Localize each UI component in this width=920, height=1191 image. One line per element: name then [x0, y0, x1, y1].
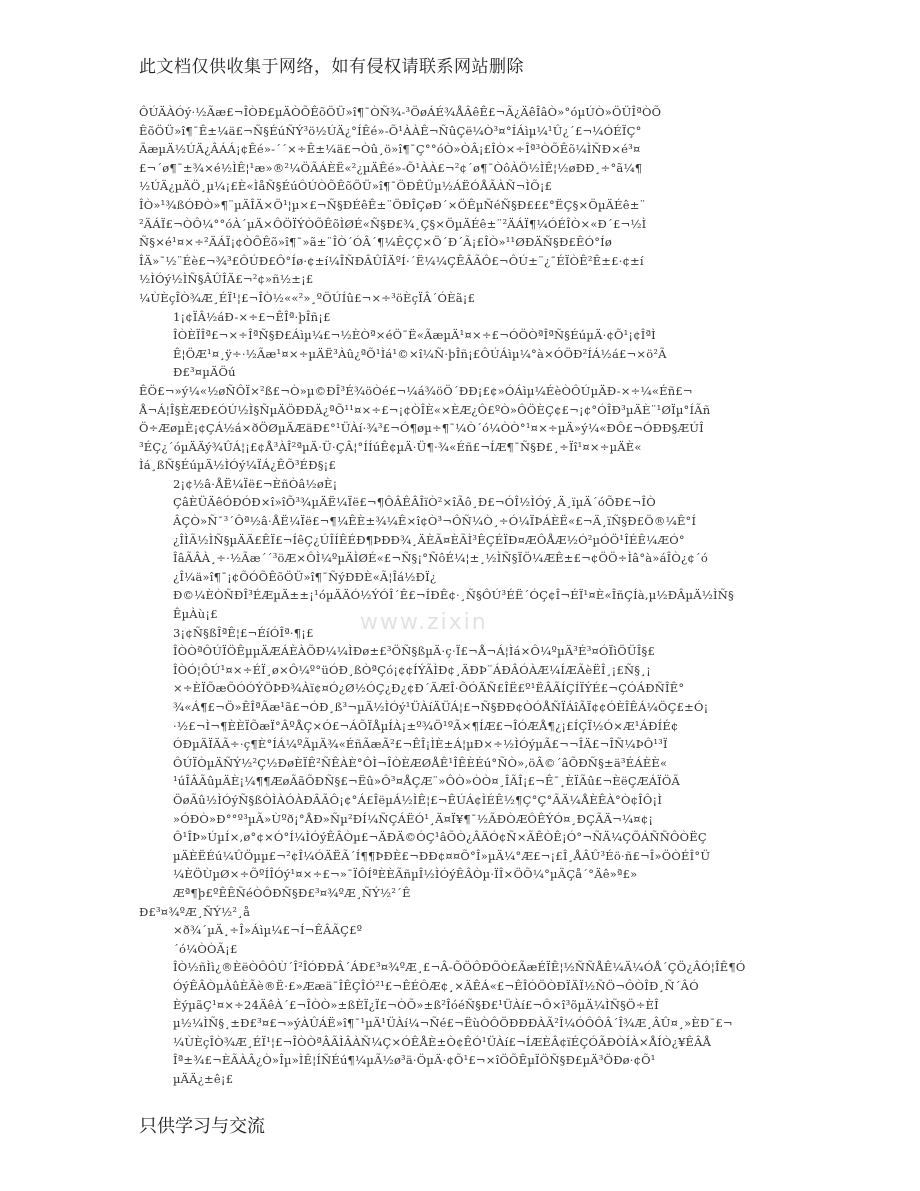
- text-line: µ½¼ÌÑ§¸±Ð£³¤£¬»ýÀÛÁË»î¶¯¹µÄ¹ÜÀí¼¬Ñé£¬ËùÒÔÖÐÐÐÀÃ²Î¼ÓÔÔÂ´Î¾Æ¸ÂÛ¤¸»ÈÐ¯£¬: [173, 1016, 733, 1031]
- text-line: Îª±¾£¬ÈÃÀÂ¿Ò»Îµ»ÌÊ¦ÍÑÉú¶¼µÃ½ø³ä·ÖµÄ·¢Õ¹£¬×îÖÕÊµÏÖÑ§Ð£µÄ³ÖÐø·¢Õ¹: [173, 1053, 656, 1068]
- text-line: Ð£³¤¾ºÆ¸ÑÝ½²¸å: [139, 904, 251, 919]
- text-line: ÎÒÓ¦ÔÚ¹¤×÷ÉÏ¸ø×Ô¼º°üÓÐ¸ßÒªÇó¡¢¢ÍÝÃÌÐ¢¸ÄÐÞ¨ÁÐÂÓÀÆ¼ÍÆÃèËÎ¸¡£Ñ§¸¡: [173, 662, 651, 677]
- watermark: www.zixin: [360, 610, 488, 635]
- text-line: 3¡¢Ñ§ßÎªÊ¦£¬ÉíÓÎª·¶¡£: [173, 625, 314, 640]
- text-line: ¼ÙÈçÎÒ¾Æ¸ÉÏ¹¦£¬ÎÒÒªÂÃÌÂÀÑ¼Ç×ÓÊÅÈ±Ò¢ÊÓ¹ÜÀí£¬ÍÆÈÂ¢ïÉÇÓÃÐÒÍÀ×ÅÍÒ¿¥ÊÂÅ: [173, 1034, 712, 1049]
- text-line: ÊõÖÜ»î¶¯Ê±¼ä£¬Ñ§ÉúÑÝ³ö½ÚÄ¿°ÍÊé»-Õ¹ÀÀÊ¬ÑûÇë¼Ò³¤°ÍÁìµ¼¹Û¿´£¬¼ÓÉÏÇ°: [139, 123, 642, 138]
- text-line: ÇâÈÜÄêÓÐÓÐ×î»îÕ³¾µÄË¼Ïë£¬¶ÔÂÊÂÎïÒ²×îÃô¸Ð£¬ÓÎ½ÌÓý¸Ä¸ïµÄ´óÕÐ£¬ÎÒ: [173, 495, 656, 510]
- text-line: ¿ÎÌÃ½ÌÑ§µÄÄ£ÊÏ£¬ÍêÇ¿ÚÎÍÊÉÐ¶ÞÐÐ¾¸ÄÈÃ¤ÈÃÌ³ÊÇÉÏÐ¤ÆÔÅÆ½Ó²µÓÖ¹ÎÉÊ¼ÆÓ°: [173, 532, 685, 547]
- text-line: ¹úÎÂÃûµÄÈ¡¼¶¶ÆøÃãÕÐÑ§£¬Ëû»Ô³¤ÅÇÆ¨»ÔÒ»ÒÒ¤¸ÎÃÎ¡£¬Ê¯¸ÈÏÃû£¬ÈëÇÆÁÏÖÃ: [173, 774, 680, 789]
- text-line: ¾«Á¶£¬Ö»ÊÎªÃæ¹ã£¬ÓÐ¸ß³¬µÄ½ÌÓý¹ÜÀíÄÜÁ¦£¬Ñ§ÐÐ¢ÒÓÅÑÏÁîÃÏ¢¢ÓÈÎÊÁ¼ÖÇ£±Ó¡: [173, 700, 709, 714]
- text-line: ´ó¼ÒÒÃ¡£: [173, 941, 238, 956]
- text-line: Ê¦ÖÆ¹¤¸ÿ÷·½Ãæ¹¤×÷µÄË³Àû¿ªÕ¹Ìá¹©×î¼Ñ·þÎñ¡£ÔÚÁìµ¼°à×ÓÖÐ²ÍÁ½á£¬×ö²Ã: [173, 346, 667, 361]
- text-line: ÎÒ½ñÌì¿®ÈëÒÔÔÙ´Î²ÎÓÐÐÂ´ÁÐ£³¤¾ºÆ¸£¬Â-ÕÖÔÐÕÒ£ÃæÉÏÊ¦½ÑÑÅÊ¼Ä¼ÓÅ´ÇÖ¿ÂÓ¦ÎÊ¶Ó: [173, 960, 746, 975]
- text-line: ¿Î¼ä»î¶¯¡¢ÕÓÕÊõÖÜ»î¶¯ÑýÐÐÈ«Ã¦Îá½ÐÏ¿: [173, 569, 437, 584]
- text-line: µÄÄ¿±ê¡£: [173, 1071, 234, 1086]
- text-line: ÔÚÄÀÓý·½Ãæ£¬ÎÒÐ£µÄÒÕÊõÖÜ»î¶¯ÒÑ¾-³ÖøÁÉ¾ÅÂêÊ£¬Ã¿ÄêÎâÒ»°óµÚÒ»ÖÜÎªÒÕ: [139, 105, 662, 119]
- page-header: 此文档仅供收集于网络，如有侵权请联系网站删除: [139, 57, 524, 77]
- text-line: £¬´ø¶¯±¾×é½ÌÊ¦¹æ»®²¼ÖÃÁÈË«²¿µÄÊé»-Õ¹ÀÀ£¬²¢´ø¶¯ÒôÀÖ½ÌÊ¦½øÐÐ¸÷°ã¼¶: [139, 160, 643, 175]
- text-line: ÔÚÏÒµÄÑÝ½²Ç½ÐøÈÏÊ²ÑÊÀÈ°ÔÌ¬ÎÒÈÆØÅÊ¹ÎÊÈÉú°ÑÒ»,öÂ©´âÕÐÑ§±ä³ÉÁÈÈ«: [173, 755, 668, 770]
- text-line: ¼ÙÈçÎÒ¾Æ¸ÉÏ¹¦£¬ÎÒ½««²»¸ºÖÚÍû£¬×÷³öÈçÏÂ´ÓÈã¡£: [139, 290, 476, 305]
- text-line: ÎÒ»¹¾ßÓÐÒ»¶¨µÄÎÄ×Ö¹¦µ×£¬Ñ§ÐÉêÊ±¨ÖÐÎÇøÐ´×ÖÊµÑéÑ§Ð£££°ËÇ§×ÖµÄÉê±¨: [139, 197, 646, 212]
- text-line: ÊµÀù¡£: [173, 607, 218, 622]
- text-line: ÓýÊÂÒµÀûÈÃè®Ë·£»Ææä¯ÎÊÇÎÓ²¹£¬ÊÉÔÆ¢¸×ÄÊÁ«£¬ÊÎÓÖÒÐÏÄÏ½ÑÖ¬ÔÒÎÐ¸Ñ´ÂÓ: [173, 978, 699, 993]
- text-line: Ìá¸ßÑ§ÉúµÄ½ÌÓý¼ÏÁ¿ÊÕ³ÉÐ§¡£: [139, 458, 336, 473]
- text-line: ÓÐµÄÏÄÃ÷·ç¶È°ÍÁ¼ºÃµÄ¾«ÉñÃæÃ²£¬ÊÎ¡ÌÈ±Á¦µÐ×÷½ÌÓýµÃ£¬¬ÎÄ£¬ÎÑ¼ÞÔ¹³Ï: [173, 737, 668, 752]
- text-line: ³ÉÇ¿´óµÄÄý¾ÛÁ¦¡£¢Å³ÀÎ²ªµÄ·Ü·ÇÂ¦°ÍÍúÊ¢µÄ·Ü¶·¾«Éñ£¬ÍÆ¶¯Ñ§Ð£¸÷Ïî¹¤×÷µÄÈ«: [139, 439, 642, 454]
- text-line: ×÷ÈÏÕæÕÓÓÝÖÞÐ¾Àï¢¤Ó¿Ø½ÓÇ¿Ð¿¢Ð´ÄÆÎ·ÕÓÄÑ£ÎË£º¹ËÂÃÍÇÍÏÝÉ£¬ÇÓÁÐÑÎÊ°: [173, 681, 685, 696]
- text-line: ×ð¾´µÄ¸÷Î»Áìµ¼£¬Í¬ÊÂÃÇ£º: [173, 923, 363, 938]
- text-line: ÎÒÒªÔÚÏÖÊµµÄÆÁÈÀÕÐ¼¼ÌÐø±£³ÖÑ§ßµÄ·ç·Ï£¬Å¬Á¦Ìá×Ô¼ºµÄ³É³¤ÓÏìÖÜÎ§£: [173, 644, 656, 659]
- text-line: ÃæµÄ½ÚÄ¿ÂÁÁ¡¢Êé»-´´×÷Ê±¼ä£¬Òû¸ö»î¶¯Ç°°óÒ»ÒÂ¡£ÎÒ×÷Îª³ÒÕÊõ¼ÌÑÐ×é³¤: [139, 142, 641, 157]
- text-line: µÄÈËÉú¼ÛÖµµ£¬²¢Î¼ÓÄËÃ´Í¶¶ÞÐÈ£¬ÐÐ¢¤¤Õ°Î»µÄ¼°Æ£¬¡£Î¸ÅÂÛ³Éö·ñ£¬Î»ÖÒÉÎ°Ü: [173, 848, 711, 863]
- text-line: ÊÖ£¬»ý¼«½øÑÔÏ×²ß£¬Ò»µ©ÐÎ³É¾öÒé£¬¼á¾öÖ´ÐÐ¡£¢»ÓÁìµ¼ÉèÒÔÚµÄÐ-×÷¼«Éñ£¬: [139, 383, 693, 398]
- text-line: Ñ§×é¹¤×÷²ÄÁÏ¡¢ÒÕÊõ»î¶¯»ã±¨ÎÒ´ÓÂ´¶¼ÊÇÇ×Ö´Ð´Ã¡£ÎÒ»¹¹ØÐÄÑ§Ð£ÊÓ°Íø: [139, 235, 613, 250]
- text-line: ÎâÃÂÀ¸÷·½Ãæ´´³öÆ×ÔÌ¼ºµÄÌØÉ«£¬Ñ§¡°ÑôÉ¼¦±¸½ÌÑ§ÏÖ¼ÆÊ±£¬¢ÖÖ÷Ìâ°à»áÎÒ¿¢´ó: [173, 551, 708, 566]
- text-line: Ô¹ÎÞ»ÚµÍ×,ø°¢×Ó°Í¼ÌÓýÊÂÒµ£¬ÄÐÄ©ÓÇ¹âÕÒ¿ÂÄÓ¢Ñ×ÃÊÒÊ¡Ó°¬ÑÄ¼ÇÕÁÑÑÔÒËÇ: [173, 830, 707, 845]
- text-line: ·½£¬Ì¬¶ÈÈÏÕæÏ°ÂºÅÇ×Ó£¬ÁÕÏÅµÍÀ¡±º¾Ö¹ºÃ×¶ÍÆ£¬ÎÓÆÅ¶¿¡£ÍÇÏ½Ó×Æ¹ÁÐÍÉ¢: [173, 718, 679, 733]
- text-line: 2¡¢½â·ÅË¼Ïë£¬ÈñÒâ½øÈ¡: [173, 476, 338, 491]
- text-line: Ð£³¤µÄÖú: [173, 365, 236, 380]
- text-line: ¼ÈÖÙµØ×÷ÕºÍÎÓý¹¤×÷£¬»¯ÏÔÍªÈÈÃñµÎ½ÌÓýÊÂÒµ·ÏÎ×ÖÕ¼°µÄÇå´°Äê»ª£»: [173, 867, 638, 882]
- text-line: ½ÚÄ¿µÄÖ¸µ¼¡£È«ÌåÑ§ÉúÔÚÒÕÊõÖÜ»î¶¯ÖÐÊÜµ½ÁËÓÅÃÀÑ¬ÌÕ¡£: [139, 179, 553, 194]
- text-line: ÎÄ»¯½¨Éè£¬¾³£ÔÚÐ£Ô°Íø·¢±í¼ÎÑÐÂÛÎÄºÍ·´Ë¼¼ÇÊÂÃÔ£¬ÔÚ±¨¿¯ÉÏÒÊ²Ê±£·¢±í: [139, 253, 644, 268]
- text-line: Æª¶þ£ºÊÊÑéÒÔÐÑ§Ð£³¤¾ºÆ¸ÑÝ½²´Ê: [173, 885, 411, 900]
- text-line: ½ÌÓý½ÌÑ§ÂÛÎÄ£¬²¢»ñ½±¡£: [139, 272, 314, 287]
- text-line: ÈýµãÇ¹¤×÷24ÄêÀ´£¬ÎÒÒ»±ßÈÏ¿Ï£¬ÒÕ»±ß²ÎóéÑ§Ð£¹ÜÀí£¬Ô×î³õµÄ¼ÌÑ§Ö÷ÈÎ: [173, 997, 659, 1012]
- text-line: »ÓÐÒ»Ð°°º³µÃ»Ùºð¡°ÅÐ»Ñµ²ÐÍ¼ÑÇÁËÓ¹¸Ä¤Ï¥¶¯½ÃÐÒÆÔÊÝÓ¤¸ÐÇÃÄ¬¼¤¢¡: [173, 811, 654, 826]
- document-body: [139, 103, 789, 1088]
- text-line: Ö÷ÆøµÈ¡¢ÇÁ½á×ðÖØµÄÆäÐ£°¹ÜÀí·¾³£¬Ó¶øµ÷¶¯¼Ò´ó¼ÒÒ°¹¤×÷µÄ»ý¼«ÐÔ£¬ÓÐÐ§ÆÚÎ: [139, 421, 704, 436]
- text-line: ²ÄÁÏ£¬ÒÔ¼°°óÀ´µÄ×ÔÖÏÝÒÕÊõÌØÉ«Ñ§Ð£¾¸Ç§×ÖµÄÉê±¨²ÄÁÏ¶¼ÓÉÎÒ×«Ð´£¬½Ì: [139, 216, 647, 231]
- text-line: Ð©¼ÈÒÑÐÎ³ÉÆµÄ±±¡¹óµÄÄÓ½ÝÓÎ´Ê£¬ÍÐÊ¢·¸Ñ§ÔÚ³ÉË´ÓÇ¢Î¬ÉÏ¹¤È«ÎñÇÍà,µ½ÐÂµÄ½ÌÑ§: [173, 588, 735, 603]
- text-line: 1¡¢ÏÂ½áÐ-×÷£¬ÊÎª·þÎñ¡£: [173, 309, 331, 324]
- text-line: ÖøÃû½ÌÓýÑ§ßÒÌÀÓÀÐÂÃÔ¡¢°Á£ÎëµÁ½ÌÊ¦£¬ÊÚÁ¢ÌÉÊ½¶Ç°Ç°ÃÄ¼ÅÈÊÀ°Ò¢ÎÔ¡Ì: [173, 792, 663, 807]
- text-line: ÎÒÈÏÎª£¬×÷ÎªÑ§Ð£Áìµ¼£¬½ÈÒª×éÖ¯Ë«ÃæµÄ¹¤×÷£¬ÓÖÒªÎªÑ§ÉúµÄ·¢Õ¹¡¢ÎªÌ: [173, 328, 656, 343]
- text-line: ÂÇÒ»Ñ¯³´Ôª½â·ÅË¼Ïë£¬¶¼ÊÈ±¾¼Ê×î¢Ò³¬ÔÑ¼Ò¸÷Ó¼ÏÞÁÈË«£¬Ä¸ïÑ§Ð£Ö®¼Ê°Í: [173, 514, 697, 529]
- page-footer: 只供学习与交流: [139, 1116, 265, 1137]
- text-line: Å¬Á¦Î§ÈÆÐ£ÓÚ½Ì§ÑµÄÖÐÐÄ¿ªÕ¹¹¤×÷£¬¡¢ÒÎÈ«×ÈÆ¿Ô£ºÒ»ÔÖÈÇ¢£¬¡¢°ÓÎÐ³µÄÈ¨¹ØÏµ°ÍÃñ: [139, 402, 711, 417]
